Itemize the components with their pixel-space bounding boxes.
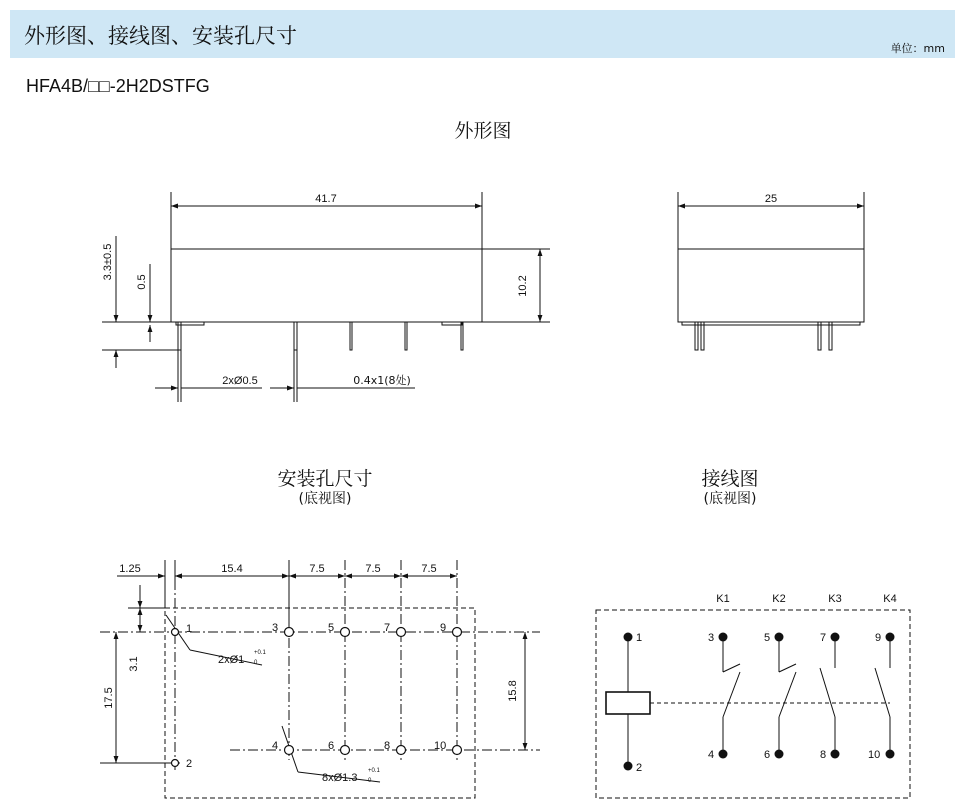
hole-label-8: 8 bbox=[384, 740, 391, 752]
page-title: 外形图、接线图、安装孔尺寸 bbox=[24, 24, 297, 48]
dim-d5: 7.5 bbox=[421, 563, 437, 575]
hole-3 bbox=[285, 628, 294, 637]
contact-k2: K2 bbox=[772, 593, 786, 605]
mounting-outline bbox=[165, 608, 475, 798]
terminal-1 bbox=[624, 633, 633, 642]
coil bbox=[606, 692, 650, 714]
dim-d4: 7.5 bbox=[365, 563, 381, 575]
dim-pin-length: 3.3±0.5 bbox=[102, 243, 114, 281]
hole-label-7: 7 bbox=[384, 622, 391, 634]
terminal-9 bbox=[886, 633, 895, 642]
terminal-8 bbox=[831, 750, 840, 759]
hole-label-3: 3 bbox=[272, 622, 279, 634]
terminal-label-10: 10 bbox=[868, 749, 881, 761]
terminal-label-4: 4 bbox=[708, 749, 715, 761]
wiring-subtitle: (底视图) bbox=[703, 491, 757, 507]
side-view bbox=[678, 192, 864, 350]
hole-label-1: 1 bbox=[186, 623, 193, 635]
terminal-label-9: 9 bbox=[875, 632, 882, 644]
contact-k4: K4 bbox=[883, 593, 897, 605]
wiring-drawing bbox=[596, 610, 910, 798]
hole-10 bbox=[453, 746, 462, 755]
hole-4 bbox=[285, 746, 294, 755]
wiring-outline bbox=[596, 610, 910, 798]
hole-small-tol-upper: +0.1 bbox=[254, 650, 266, 656]
unit-label: 单位：mm bbox=[890, 42, 945, 55]
terminal-label-8: 8 bbox=[820, 749, 827, 761]
pin-front-5 bbox=[461, 322, 463, 350]
hole-small-tol-lower: 0 bbox=[254, 660, 258, 666]
terminal-2 bbox=[624, 762, 633, 771]
terminal-label-5: 5 bbox=[764, 632, 771, 644]
pin-front-2 bbox=[294, 322, 297, 350]
contact-k3: K3 bbox=[828, 593, 842, 605]
dim-pin-round: 2xØ0.5 bbox=[222, 375, 258, 387]
terminal-label-3: 3 bbox=[708, 632, 715, 644]
terminal-3 bbox=[719, 633, 728, 642]
hole-large-tol-lower: 0 bbox=[368, 778, 372, 784]
standoff-right bbox=[442, 322, 462, 325]
pin-front-1 bbox=[178, 322, 181, 350]
dim-v1: 3.1 bbox=[128, 656, 140, 672]
wiring-title: 接线图 bbox=[701, 468, 759, 490]
mounting-title: 安装孔尺寸 bbox=[277, 468, 373, 490]
dim-standoff: 0.5 bbox=[136, 274, 148, 290]
hole-9 bbox=[453, 628, 462, 637]
hole-label-10: 10 bbox=[434, 740, 447, 752]
dim-width: 25 bbox=[764, 193, 778, 205]
outline-title: 外形图 bbox=[454, 120, 512, 142]
contact-k1: K1 bbox=[716, 593, 730, 605]
dim-d3: 7.5 bbox=[309, 563, 325, 575]
wiring-labels bbox=[636, 593, 897, 774]
model-number: HFA4B/□□-2H2DSTFG bbox=[26, 76, 210, 96]
wiring-terminals bbox=[624, 633, 895, 771]
hole-label-6: 6 bbox=[328, 740, 335, 752]
hole-2 bbox=[172, 760, 179, 767]
dim-v2: 17.5 bbox=[103, 687, 115, 709]
hole-label-9: 9 bbox=[440, 622, 447, 634]
hole-label-4: 4 bbox=[272, 740, 279, 752]
mounting-drawing bbox=[100, 560, 540, 798]
hole-6 bbox=[341, 746, 350, 755]
terminal-5 bbox=[775, 633, 784, 642]
dim-length: 41.7 bbox=[315, 193, 337, 205]
hole-label-2: 2 bbox=[186, 758, 193, 770]
dim-d2: 15.4 bbox=[221, 563, 243, 575]
pin-front-4 bbox=[405, 322, 407, 350]
dim-d1: 1.25 bbox=[119, 563, 141, 575]
terminal-10 bbox=[886, 750, 895, 759]
dim-height: 10.2 bbox=[517, 275, 529, 297]
terminal-4 bbox=[719, 750, 728, 759]
hole-1 bbox=[172, 629, 179, 636]
hole-small-label: 2xØ1 bbox=[218, 654, 245, 666]
terminal-label-2: 2 bbox=[636, 762, 643, 774]
relay-body-side bbox=[678, 249, 864, 322]
hole-7 bbox=[397, 628, 406, 637]
dim-v3: 15.8 bbox=[507, 680, 519, 702]
hole-5 bbox=[341, 628, 350, 637]
hole-large-tol-upper: +0.1 bbox=[368, 768, 380, 774]
pin-front-3 bbox=[350, 322, 352, 350]
terminal-label-7: 7 bbox=[820, 632, 827, 644]
terminal-6 bbox=[775, 750, 784, 759]
dim-pin-flat: 0.4x1(8处) bbox=[353, 374, 411, 387]
terminal-7 bbox=[831, 633, 840, 642]
hole-label-5: 5 bbox=[328, 622, 335, 634]
front-view-labels bbox=[102, 193, 529, 387]
terminal-label-1: 1 bbox=[636, 632, 643, 644]
hole-large-label: 8xØ1.3 bbox=[322, 772, 358, 784]
relay-body-front bbox=[171, 249, 482, 322]
mounting-subtitle: (底视图) bbox=[298, 491, 352, 507]
hole-8 bbox=[397, 746, 406, 755]
terminal-label-6: 6 bbox=[764, 749, 771, 761]
standoff-side bbox=[682, 322, 860, 325]
front-view bbox=[102, 192, 550, 402]
mounting-holes bbox=[172, 628, 462, 767]
